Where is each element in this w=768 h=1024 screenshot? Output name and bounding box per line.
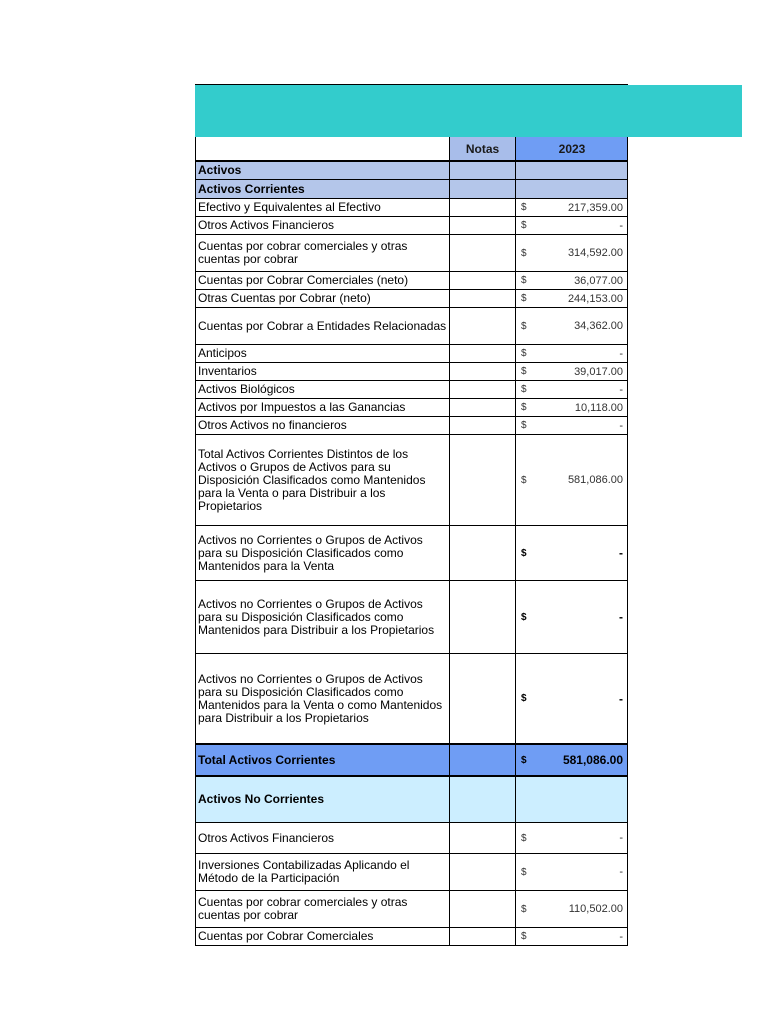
row-value[interactable] [515, 854, 628, 890]
amount: 581,086.00 [562, 753, 623, 767]
table-row [195, 199, 628, 217]
row-label[interactable]: Otros Activos no financieros [195, 417, 449, 434]
row-notes[interactable] [449, 308, 515, 344]
currency-symbol: $ [521, 247, 527, 259]
table-row [195, 363, 628, 381]
row-label[interactable]: Total Activos Corrientes [195, 745, 449, 775]
table-row [195, 777, 628, 823]
row-value[interactable] [515, 654, 628, 743]
currency-symbol: $ [521, 693, 527, 704]
amount: 581,086.00 [567, 474, 623, 486]
row-value[interactable] [515, 345, 628, 362]
currency-symbol: $ [521, 275, 527, 286]
row-label[interactable]: Activos [195, 162, 449, 179]
row-label[interactable]: Otros Activos Financieros [195, 217, 449, 234]
table-row [195, 854, 628, 891]
amount: - [619, 347, 623, 360]
currency-symbol: $ [521, 903, 527, 915]
row-notes[interactable] [449, 235, 515, 271]
amount: - [619, 546, 623, 560]
amount: - [619, 930, 623, 943]
table-row [195, 891, 628, 928]
row-label[interactable]: Activos no Corrientes o Grupos de Activos para su Disposición Clasificados como Mantenidos para la Venta [195, 526, 449, 580]
currency-symbol: $ [521, 754, 527, 766]
row-value[interactable] [515, 581, 628, 653]
row-value[interactable] [515, 928, 628, 945]
row-label[interactable]: Activos No Corrientes [195, 777, 449, 822]
row-value[interactable] [515, 235, 628, 271]
table-row [195, 399, 628, 417]
row-notes[interactable] [449, 854, 515, 890]
table-row [195, 272, 628, 290]
amount: 110,502.00 [568, 903, 623, 915]
table-row [195, 435, 628, 526]
row-notes[interactable] [449, 928, 515, 945]
currency-symbol: $ [521, 348, 527, 359]
table-row [195, 928, 628, 946]
label-header [195, 137, 449, 160]
currency-symbol: $ [521, 866, 527, 878]
row-value[interactable] [515, 381, 628, 398]
table-row [195, 217, 628, 235]
row-label[interactable]: Cuentas por Cobrar Comerciales (neto) [195, 272, 449, 289]
row-label[interactable]: Activos no Corrientes o Grupos de Activos para su Disposición Clasificados como Mantenidos para Distribuir a los Propietarios [195, 581, 449, 653]
row-notes[interactable] [449, 823, 515, 853]
currency-symbol: $ [521, 293, 527, 304]
row-notes[interactable] [449, 526, 515, 580]
row-label[interactable]: Efectivo y Equivalentes al Efectivo [195, 199, 449, 216]
row-notes[interactable] [449, 399, 515, 416]
table-row [195, 235, 628, 272]
currency-symbol: $ [521, 832, 527, 844]
currency-symbol: $ [521, 402, 527, 413]
row-notes[interactable] [449, 363, 515, 380]
top-border [195, 84, 628, 85]
amount: 36,077.00 [574, 274, 623, 287]
table-row [195, 417, 628, 435]
header-row [195, 137, 628, 162]
amount: 244,153.00 [567, 292, 623, 305]
table-row [195, 581, 628, 654]
row-value[interactable] [515, 417, 628, 434]
table-row [195, 308, 628, 345]
row-label[interactable]: Activos por Impuestos a las Ganancias [195, 399, 449, 416]
row-notes[interactable] [449, 272, 515, 289]
row-value[interactable] [515, 308, 628, 344]
row-label[interactable]: Otros Activos Financieros [195, 823, 449, 853]
year-header: 2023 [515, 137, 628, 160]
table-row [195, 162, 628, 180]
table-row [195, 823, 628, 854]
row-label[interactable]: Cuentas por cobrar comerciales y otras cuentas por cobrar [195, 235, 449, 271]
amount: 34,362.00 [574, 320, 623, 332]
currency-symbol: $ [521, 220, 527, 231]
row-value[interactable] [515, 745, 628, 775]
row-value[interactable] [515, 526, 628, 580]
row-label[interactable]: Activos Corrientes [195, 180, 449, 198]
amount: - [619, 866, 623, 878]
row-notes[interactable] [449, 217, 515, 234]
row-label[interactable]: Cuentas por Cobrar Comerciales [195, 928, 449, 945]
row-value[interactable] [515, 162, 628, 179]
row-value[interactable] [515, 180, 628, 198]
row-notes[interactable] [449, 581, 515, 653]
row-notes[interactable] [449, 381, 515, 398]
notes-header: Notas [449, 137, 515, 160]
amount: 39,017.00 [574, 365, 623, 378]
row-notes[interactable] [449, 891, 515, 927]
row-label[interactable]: Total Activos Corrientes Distintos de los Activos o Grupos de Activos para su Disposición Clasificados como Mantenidos para la Venta o para Distribuir a los Propietarios [195, 435, 449, 525]
amount: - [619, 419, 623, 432]
row-value[interactable] [515, 399, 628, 416]
amount: 10,118.00 [574, 401, 623, 414]
currency-symbol: $ [521, 611, 527, 623]
row-value[interactable] [515, 290, 628, 307]
table-row [195, 180, 628, 199]
row-notes[interactable] [449, 199, 515, 216]
table-row [195, 290, 628, 308]
row-notes[interactable] [449, 777, 515, 822]
row-notes[interactable] [449, 435, 515, 525]
row-value[interactable] [515, 891, 628, 927]
currency-symbol: $ [521, 320, 527, 332]
currency-symbol: $ [521, 420, 527, 431]
table-row [195, 745, 628, 777]
row-notes[interactable] [449, 345, 515, 362]
row-label[interactable]: Activos Biológicos [195, 381, 449, 398]
currency-symbol: $ [521, 366, 527, 377]
currency-symbol: $ [521, 202, 527, 213]
row-label[interactable]: Cuentas por Cobrar a Entidades Relacionadas [195, 308, 449, 344]
table-row [195, 526, 628, 581]
row-label[interactable]: Inversiones Contabilizadas Aplicando el Método de la Participación [195, 854, 449, 890]
amount: - [619, 691, 623, 706]
amount: - [619, 610, 623, 624]
row-value[interactable] [515, 217, 628, 234]
currency-symbol: $ [521, 931, 527, 942]
row-label[interactable]: Inventarios [195, 363, 449, 380]
amount: - [619, 832, 623, 844]
row-value[interactable] [515, 777, 628, 822]
balance-sheet-table [195, 137, 628, 946]
table-row [195, 381, 628, 399]
row-notes[interactable] [449, 654, 515, 743]
row-notes[interactable] [449, 417, 515, 434]
row-label[interactable]: Activos no Corrientes o Grupos de Activos para su Disposición Clasificados como Mantenidos para la Venta o como Mantenidos para Distribuir a los Propietarios [195, 654, 449, 743]
currency-symbol: $ [521, 384, 527, 395]
row-value[interactable] [515, 823, 628, 853]
amount: 314,592.00 [567, 247, 623, 259]
amount: 217,359.00 [567, 201, 623, 214]
row-value[interactable] [515, 435, 628, 525]
row-value[interactable] [515, 199, 628, 216]
row-notes[interactable] [449, 162, 515, 179]
row-value[interactable] [515, 272, 628, 289]
row-notes[interactable] [449, 745, 515, 775]
table-row [195, 654, 628, 745]
row-label[interactable]: Anticipos [195, 345, 449, 362]
row-label[interactable]: Cuentas por cobrar comerciales y otras cuentas por cobrar [195, 891, 449, 927]
currency-symbol: $ [521, 547, 527, 559]
amount: - [619, 219, 623, 232]
amount: - [619, 383, 623, 396]
row-label[interactable]: Otras Cuentas por Cobrar (neto) [195, 290, 449, 307]
currency-symbol: $ [521, 474, 527, 486]
table-row [195, 345, 628, 363]
title-banner [195, 85, 742, 137]
row-value[interactable] [515, 363, 628, 380]
row-notes[interactable] [449, 180, 515, 198]
row-notes[interactable] [449, 290, 515, 307]
